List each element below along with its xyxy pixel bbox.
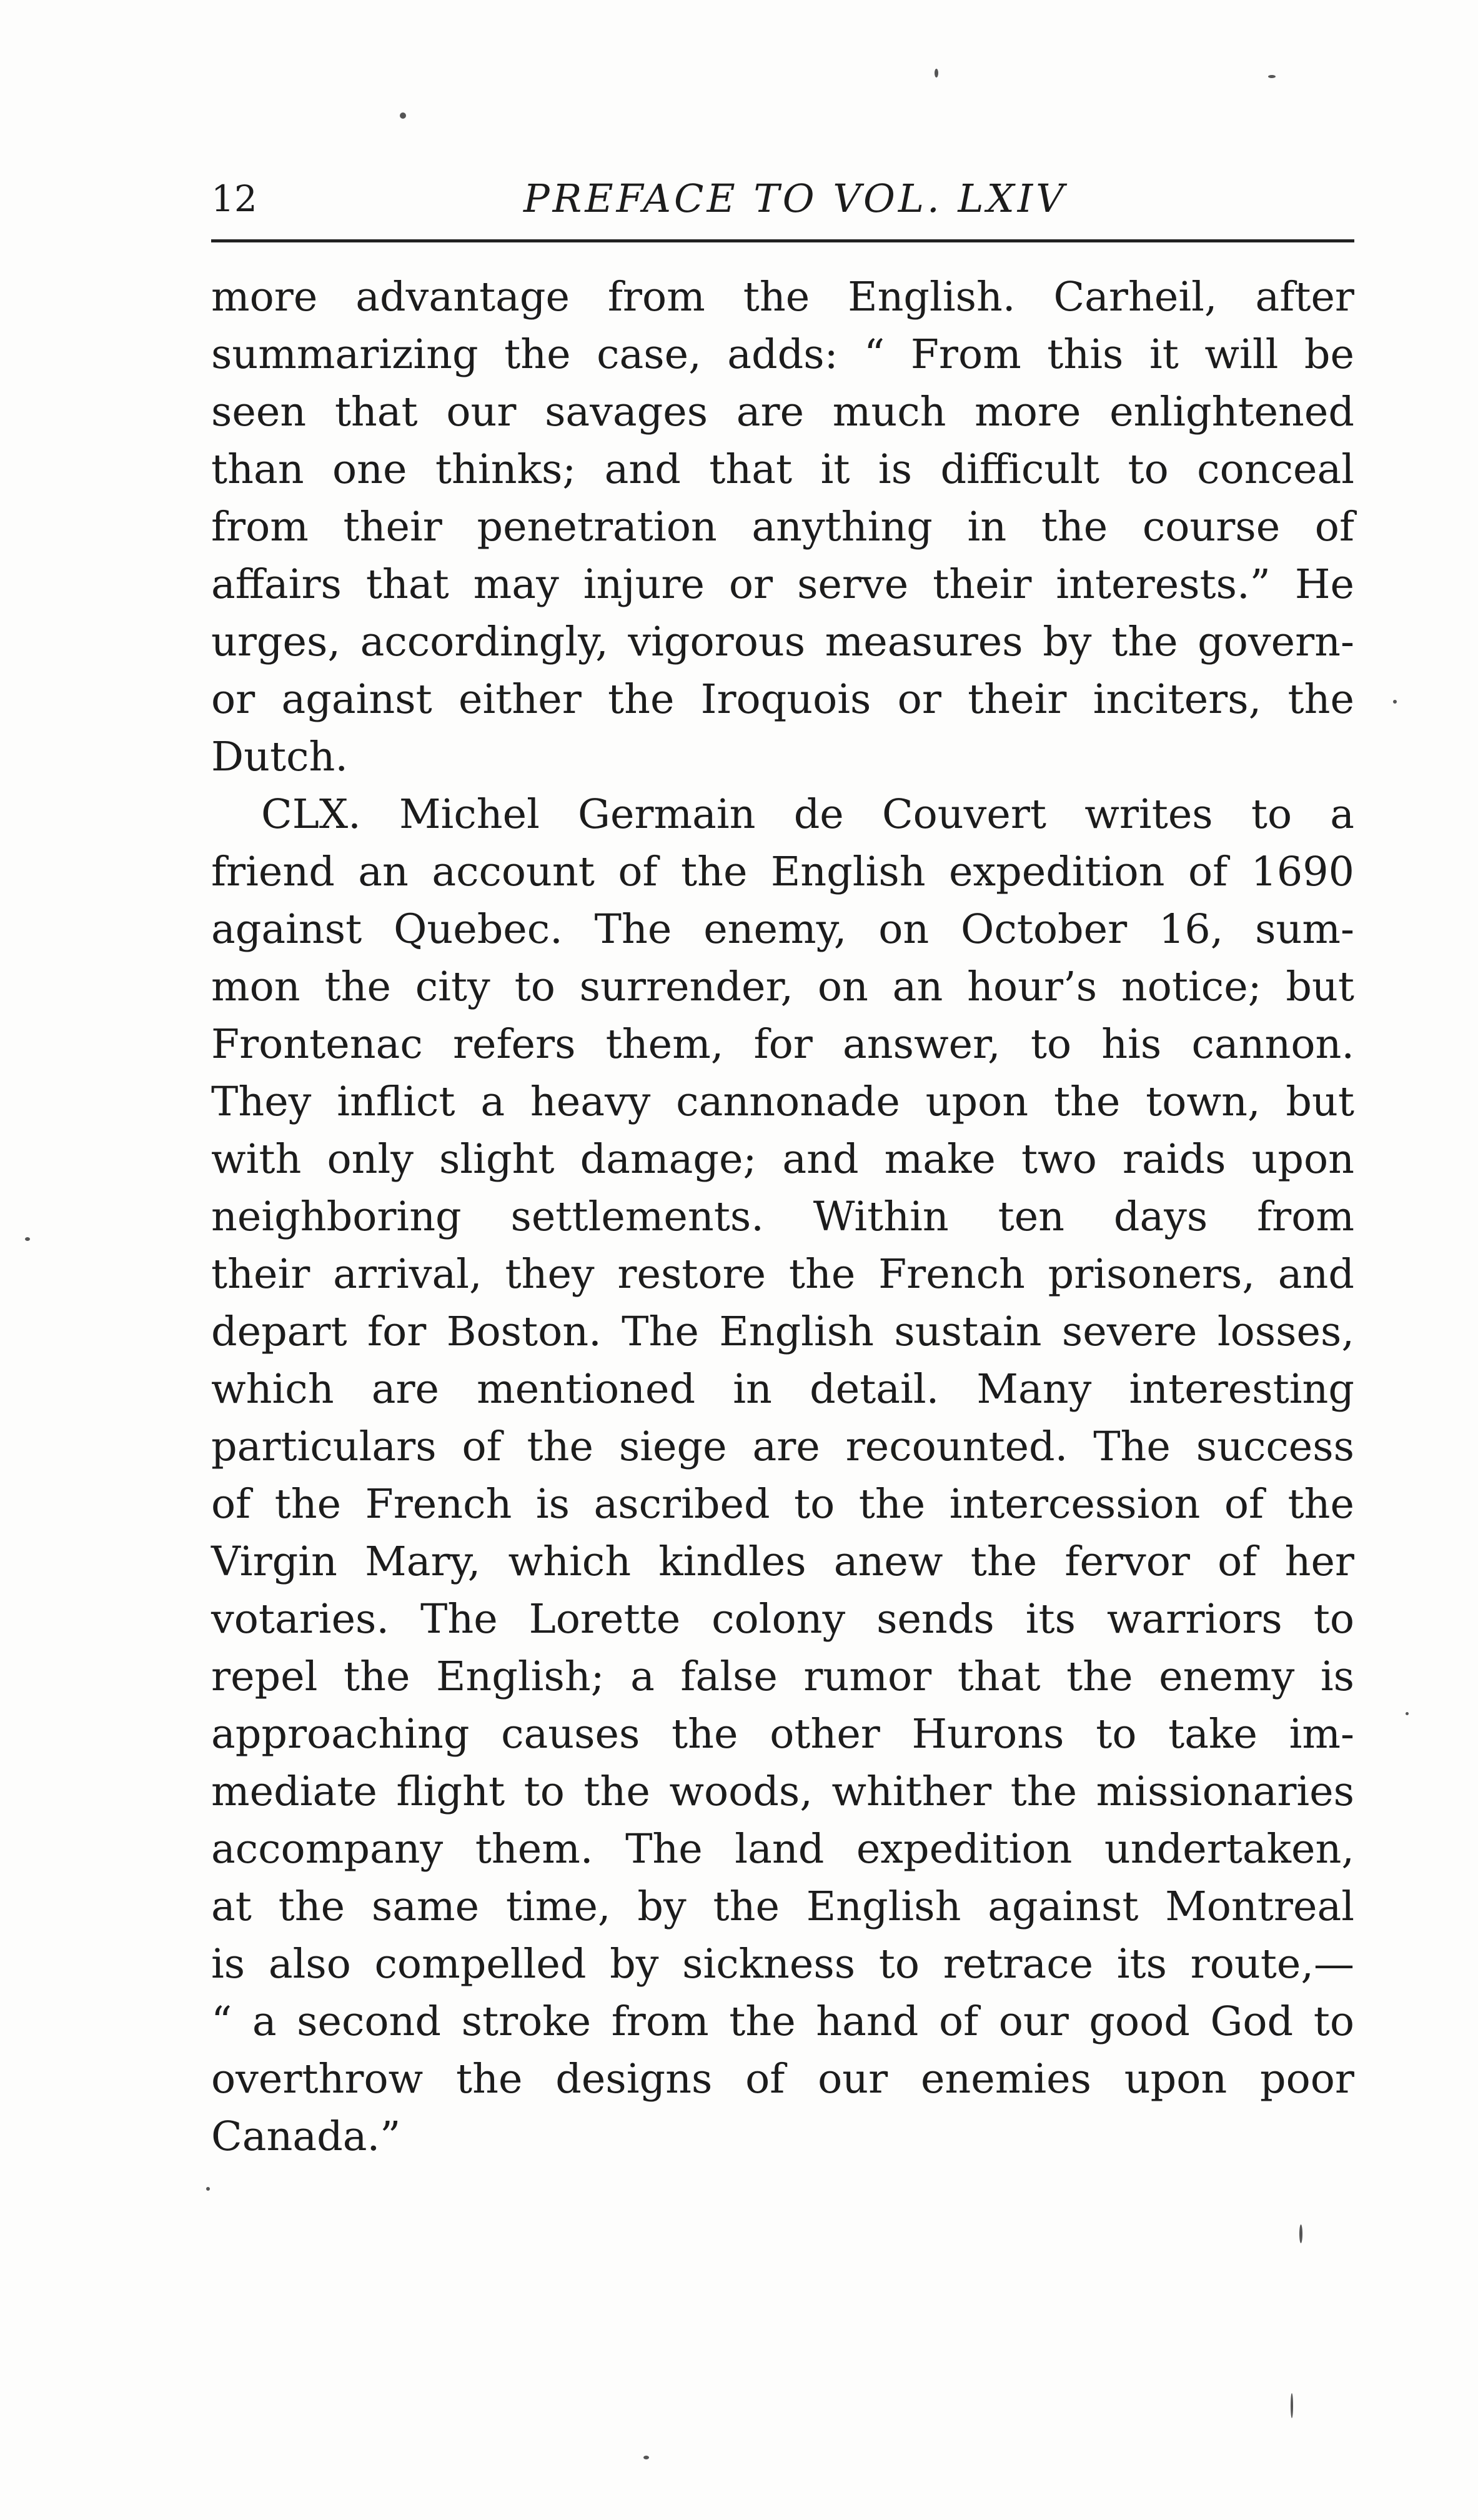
text-line: overthrow the designs of our enemies upon poor xyxy=(211,2056,1354,2103)
text-line: friend an account of the English expedition of 1690 xyxy=(211,849,1354,895)
text-line: which are mentioned in detail. Many interesting xyxy=(211,1366,1354,1413)
scan-speck xyxy=(206,2187,210,2191)
text-line: more advantage from the English. Carheil, after xyxy=(211,274,1354,321)
text-line: Frontenac refers them, for answer, to his cannon. xyxy=(211,1021,1354,1068)
scan-speck xyxy=(1393,700,1397,704)
text-line: urges, accordingly, vigorous measures by the govern- xyxy=(211,619,1354,665)
text-line: affairs that may injure or serve their interests.” He xyxy=(211,561,1354,608)
text-line: at the same time, by the English against Montreal xyxy=(211,1883,1354,1930)
scan-speck xyxy=(643,2456,649,2459)
scan-speck xyxy=(400,112,406,119)
text-line: seen that our savages are much more enlightened xyxy=(211,389,1354,436)
text-line: against Quebec. The enemy, on October 16, sum- xyxy=(211,906,1354,953)
paragraph-start-line: CLX. Michel Germain de Couvert writes to a xyxy=(261,791,1354,838)
paragraph-end-line: Canada.” xyxy=(211,2113,401,2160)
text-line: of the French is ascribed to the intercession of the xyxy=(211,1481,1354,1528)
scan-speck xyxy=(935,69,938,77)
text-line: “ a second stroke from the hand of our good God to xyxy=(211,1998,1354,2045)
text-line: approaching causes the other Hurons to take im- xyxy=(211,1711,1354,1758)
text-line: is also compelled by sickness to retrace its route,— xyxy=(211,1941,1354,1988)
text-line: mediate flight to the woods, whither the missionaries xyxy=(211,1768,1354,1815)
scan-speck xyxy=(25,1237,30,1241)
scan-speck xyxy=(1291,2393,1293,2418)
text-line: summarizing the case, adds: “ From this it will be xyxy=(211,331,1354,378)
text-line: votaries. The Lorette colony sends its warriors to xyxy=(211,1596,1354,1643)
body-text xyxy=(211,269,1354,2166)
scan-speck xyxy=(1406,1712,1409,1715)
running-title: PREFACE TO VOL. LXIV xyxy=(523,176,1068,221)
text-line: repel the English; a false rumor that the enemy is xyxy=(211,1653,1354,1700)
text-line: their arrival, they restore the French prisoners, and xyxy=(211,1251,1354,1298)
page-header xyxy=(211,174,1354,224)
text-line: depart for Boston. The English sustain severe losses, xyxy=(211,1308,1354,1355)
text-line: with only slight damage; and make two raids upon xyxy=(211,1136,1354,1183)
page-number: 12 xyxy=(211,177,257,220)
scan-speck xyxy=(1299,2224,1302,2243)
text-line: from their penetration anything in the course of xyxy=(211,504,1354,550)
text-line: They inflict a heavy cannonade upon the town, but xyxy=(211,1078,1354,1125)
text-line: Virgin Mary, which kindles anew the fervor of her xyxy=(211,1538,1354,1585)
scan-speck xyxy=(1268,75,1276,78)
header-rule xyxy=(211,239,1354,242)
text-line: neighboring settlements. Within ten days from xyxy=(211,1193,1354,1240)
text-line: or against either the Iroquois or their inciters, the xyxy=(211,676,1354,723)
text-line: accompany them. The land expedition undertaken, xyxy=(211,1826,1354,1873)
paragraph-end-line: Dutch. xyxy=(211,734,349,780)
text-line: than one thinks; and that it is difficult to conceal xyxy=(211,446,1354,493)
text-line: particulars of the siege are recounted. The success xyxy=(211,1423,1354,1470)
text-line: mon the city to surrender, on an hour’s notice; but xyxy=(211,964,1354,1010)
